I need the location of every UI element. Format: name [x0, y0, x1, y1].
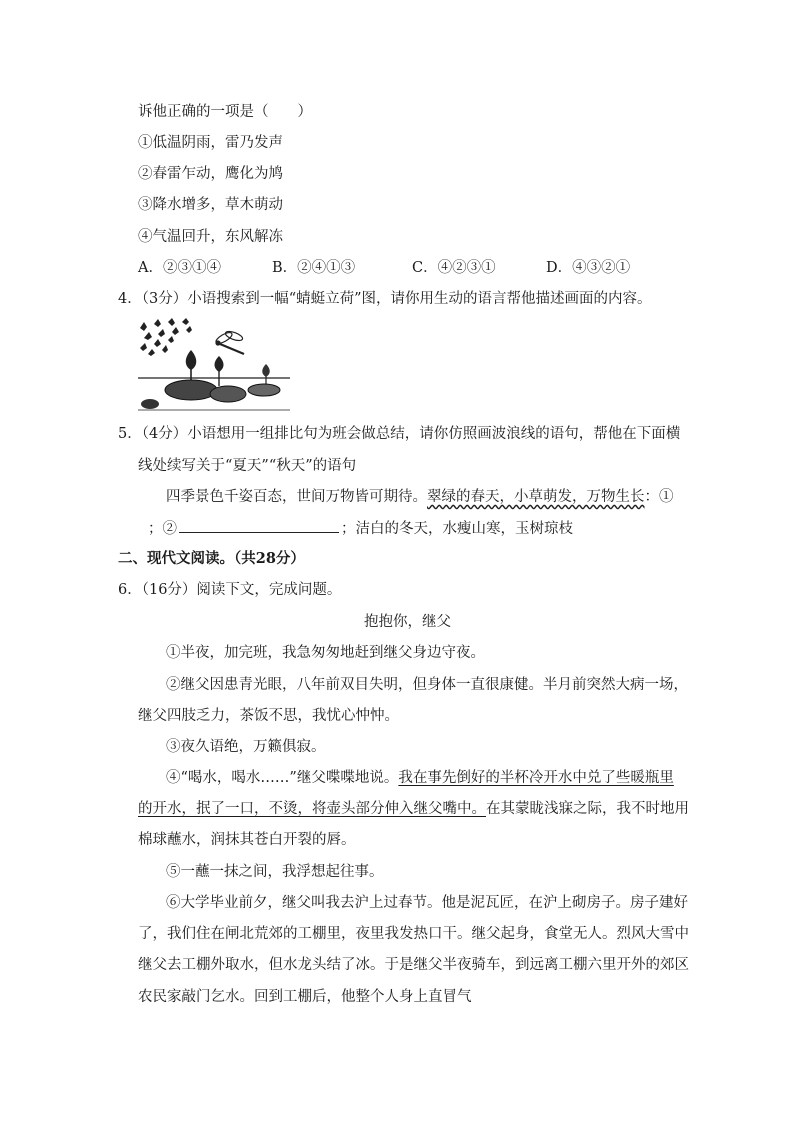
q3-item-2: ②春雷乍动，鹰化为鸠 — [138, 166, 283, 182]
q3-option-a: A．②③①④ — [138, 260, 221, 276]
q3-item-3: ③降水增多，草木萌动 — [138, 197, 283, 213]
q3-option-d: D．④③②① — [546, 260, 631, 276]
dragonfly-lotus-figure — [136, 318, 292, 414]
q5-wave-sentence: 翠绿的春天，小草萌发，万物生长 — [427, 489, 645, 505]
q5-blank-1[interactable] — [140, 519, 146, 533]
q5-line-2: 线处续写关于“夏天”“秋天”的语句 — [138, 458, 357, 474]
paragraph-6-line-1: ⑥大学毕业前夕，继父叫我去沪上过春节。他是泥瓦匠，在沪上砌房子。房子建好 — [166, 895, 688, 911]
paragraph-4-line-2 — [138, 799, 689, 819]
paragraph-4-line-1 — [166, 768, 674, 788]
q4-text: 4．（3分）小语搜索到一幅“蜻蜓立荷”图，请你用生动的语言帮他描述画面的内容。 — [118, 291, 652, 307]
paragraph-6-line-4: 农民家敲门乞水。回到工棚后，他整个人身上直冒气 — [138, 989, 472, 1005]
paragraph-2-line-1: ②继父因患青光眼，八年前双目失明，但身体一直很康健。半月前突然大病一场， — [166, 677, 688, 693]
q6-intro: 6．（16分）阅读下文，完成问题。 — [118, 582, 342, 598]
paragraph-1: ①半夜，加完班，我急匆匆地赶到继父身边守夜。 — [166, 645, 485, 661]
paragraph-4-rest: 在其蒙眬浅寐之际，我不时地用 — [486, 801, 689, 817]
q3-option-c: C．④②③① — [412, 260, 496, 276]
section-2-heading: 二、现代文阅读。（共28分） — [118, 550, 305, 567]
lotus-leaves-icon — [138, 378, 290, 410]
q3-item-1: ①低温阴雨，雷乃发声 — [138, 135, 283, 151]
q5-line-1: 5．（4分）小语想用一组排比句为班会做总结，请你仿照画波浪线的语句，帮他在下面横 — [118, 426, 681, 442]
q3-item-4: ④气温回升，东风解冻 — [138, 229, 283, 245]
q5-passage-start: 四季景色千姿百态，世间万物皆可期待。 — [166, 489, 427, 505]
reed-leaves-icon — [140, 318, 192, 356]
article-title: 抱抱你，继父 — [364, 614, 451, 630]
q5-passage-end: ；洁白的冬天，水瘦山寒，玉树琼枝 — [341, 521, 573, 537]
paragraph-4-quote: ④“喝水，喝水……”继父喋喋地说。 — [166, 770, 399, 786]
q5-passage-line-1 — [166, 487, 674, 507]
paragraph-6-line-3: 继父去工棚外取水，但水龙头结了冰。于是继父半夜骑车，到远离工棚六里开外的郊区 — [138, 957, 689, 973]
paragraph-2-line-2: 继父四肢乏力，茶饭不思，我忧心忡忡。 — [138, 708, 399, 724]
q5-blank-2-marker: ；② — [148, 521, 177, 537]
paragraph-4-underlined-2: 的开水，抿了一口，不烫，将壶头部分伸入继父嘴中。 — [138, 801, 486, 817]
q5-passage-line-2 — [138, 518, 573, 539]
q5-blank-1-marker: ：① — [644, 489, 674, 505]
paragraph-4-underlined-1: 我在事先倒好的半杯冷开水中兑了些暖瓶里 — [398, 770, 674, 786]
dragonfly-icon — [214, 330, 244, 354]
paragraph-3: ③夜久语绝，万籁俱寂。 — [166, 739, 326, 755]
q3-option-b: B．②④①③ — [272, 260, 356, 276]
q3-stem-tail: 诉他正确的一项是（ ） — [138, 104, 312, 120]
paragraph-4-line-3: 棉球蘸水，润抹其苍白开裂的唇。 — [138, 832, 356, 848]
paragraph-5: ⑤一蘸一抹之间，我浮想起往事。 — [166, 864, 384, 880]
q5-blank-2[interactable] — [179, 518, 339, 533]
paragraph-6-line-2: 了，我们住在闸北荒郊的工棚里，夜里我发热口干。继父起身，食堂无人。烈风大雪中 — [138, 926, 689, 942]
